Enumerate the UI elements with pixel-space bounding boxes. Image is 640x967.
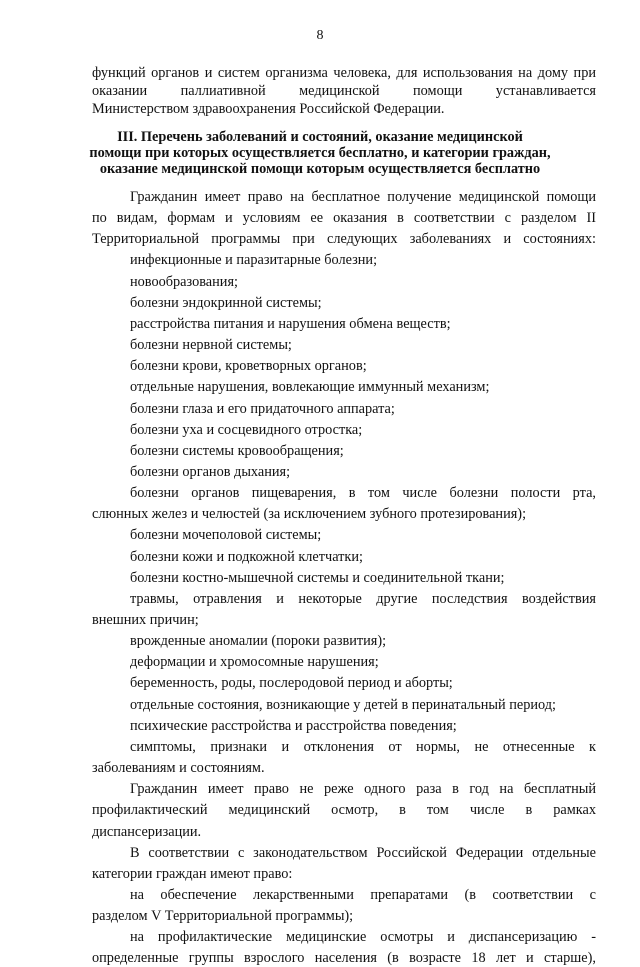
body-line: беременность, роды, послеродовой период и аборты; bbox=[130, 675, 453, 691]
body-line: симптомы, признаки и отклонения от нормы, не отнесенные к bbox=[130, 739, 596, 755]
body-line: болезни уха и сосцевидного отростка; bbox=[130, 422, 363, 438]
page-number: 8 bbox=[316, 28, 324, 43]
body-line: болезни эндокринной системы; bbox=[130, 295, 322, 311]
body-line: болезни костно-мышечной системы и соединительной ткани; bbox=[130, 570, 505, 586]
body-line: отдельные нарушения, вовлекающие иммунный механизм; bbox=[130, 379, 490, 395]
body-line: на обеспечение лекарственными препаратами (в соответствии с bbox=[130, 887, 596, 903]
intro-line: Министерством здравоохранения Российской Федерации. bbox=[92, 101, 445, 117]
intro-line: оказании паллиативной медицинской помощи устанавливается bbox=[92, 83, 596, 99]
body-line: заболеваниям и состояниям. bbox=[92, 760, 265, 776]
body-line: травмы, отравления и некоторые другие последствия воздействия bbox=[130, 591, 596, 607]
body-line: психические расстройства и расстройства поведения; bbox=[130, 718, 457, 734]
body-line: категории граждан имеют право: bbox=[92, 866, 293, 882]
body-line: болезни мочеполовой системы; bbox=[130, 527, 322, 543]
body-line: болезни кожи и подкожной клетчатки; bbox=[130, 549, 363, 565]
body-line: по видам, формам и условиям ее оказания в соответствии с разделом II bbox=[92, 210, 596, 226]
body-line: болезни органов дыхания; bbox=[130, 464, 291, 480]
body-line: Территориальной программы при следующих заболеваниях и состояниях: bbox=[92, 231, 596, 247]
body-line: болезни крови, кроветворных органов; bbox=[130, 358, 367, 374]
heading-line: оказание медицинской помощи которым осуществляется бесплатно bbox=[99, 161, 541, 177]
body-line: инфекционные и паразитарные болезни; bbox=[130, 252, 378, 268]
body-line: Гражданин имеет право не реже одного раза в год на бесплатный bbox=[130, 781, 596, 797]
body-line: врожденные аномалии (пороки развития); bbox=[130, 633, 387, 649]
body-line: профилактический медицинский осмотр, в том числе в рамках bbox=[92, 802, 596, 818]
body-line: определенные группы взрослого населения (в возрасте 18 лет и старше), bbox=[92, 950, 596, 966]
intro-line: функций органов и систем организма человека, для использования на дому при bbox=[92, 65, 596, 81]
body-line: болезни органов пищеварения, в том числе болезни полости рта, bbox=[130, 485, 596, 501]
heading-line: помощи при которых осуществляется бесплатно, и категории граждан, bbox=[89, 145, 551, 161]
body-line: болезни нервной системы; bbox=[130, 337, 292, 353]
body-line: отдельные состояния, возникающие у детей в перинатальный период; bbox=[130, 697, 557, 713]
heading-line: III. Перечень заболеваний и состояний, оказание медицинской bbox=[117, 129, 523, 145]
body-line: Гражданин имеет право на бесплатное получение медицинской помощи bbox=[130, 189, 596, 205]
body-line: диспансеризации. bbox=[92, 824, 202, 840]
body-line: новообразования; bbox=[130, 274, 238, 290]
body-line: расстройства питания и нарушения обмена веществ; bbox=[130, 316, 451, 332]
body-line: внешних причин; bbox=[92, 612, 199, 628]
body-line: на профилактические медицинские осмотры и диспансеризацию - bbox=[130, 929, 596, 945]
body-line: болезни системы кровообращения; bbox=[130, 443, 344, 459]
body-line: болезни глаза и его придаточного аппарата; bbox=[130, 401, 395, 417]
body-line: разделом V Территориальной программы); bbox=[92, 908, 354, 924]
body-line: деформации и хромосомные нарушения; bbox=[130, 654, 379, 670]
body-line: В соответствии с законодательством Российской Федерации отдельные bbox=[130, 845, 596, 861]
body-line: слюнных желез и челюстей (за исключением зубного протезирования); bbox=[92, 506, 527, 522]
